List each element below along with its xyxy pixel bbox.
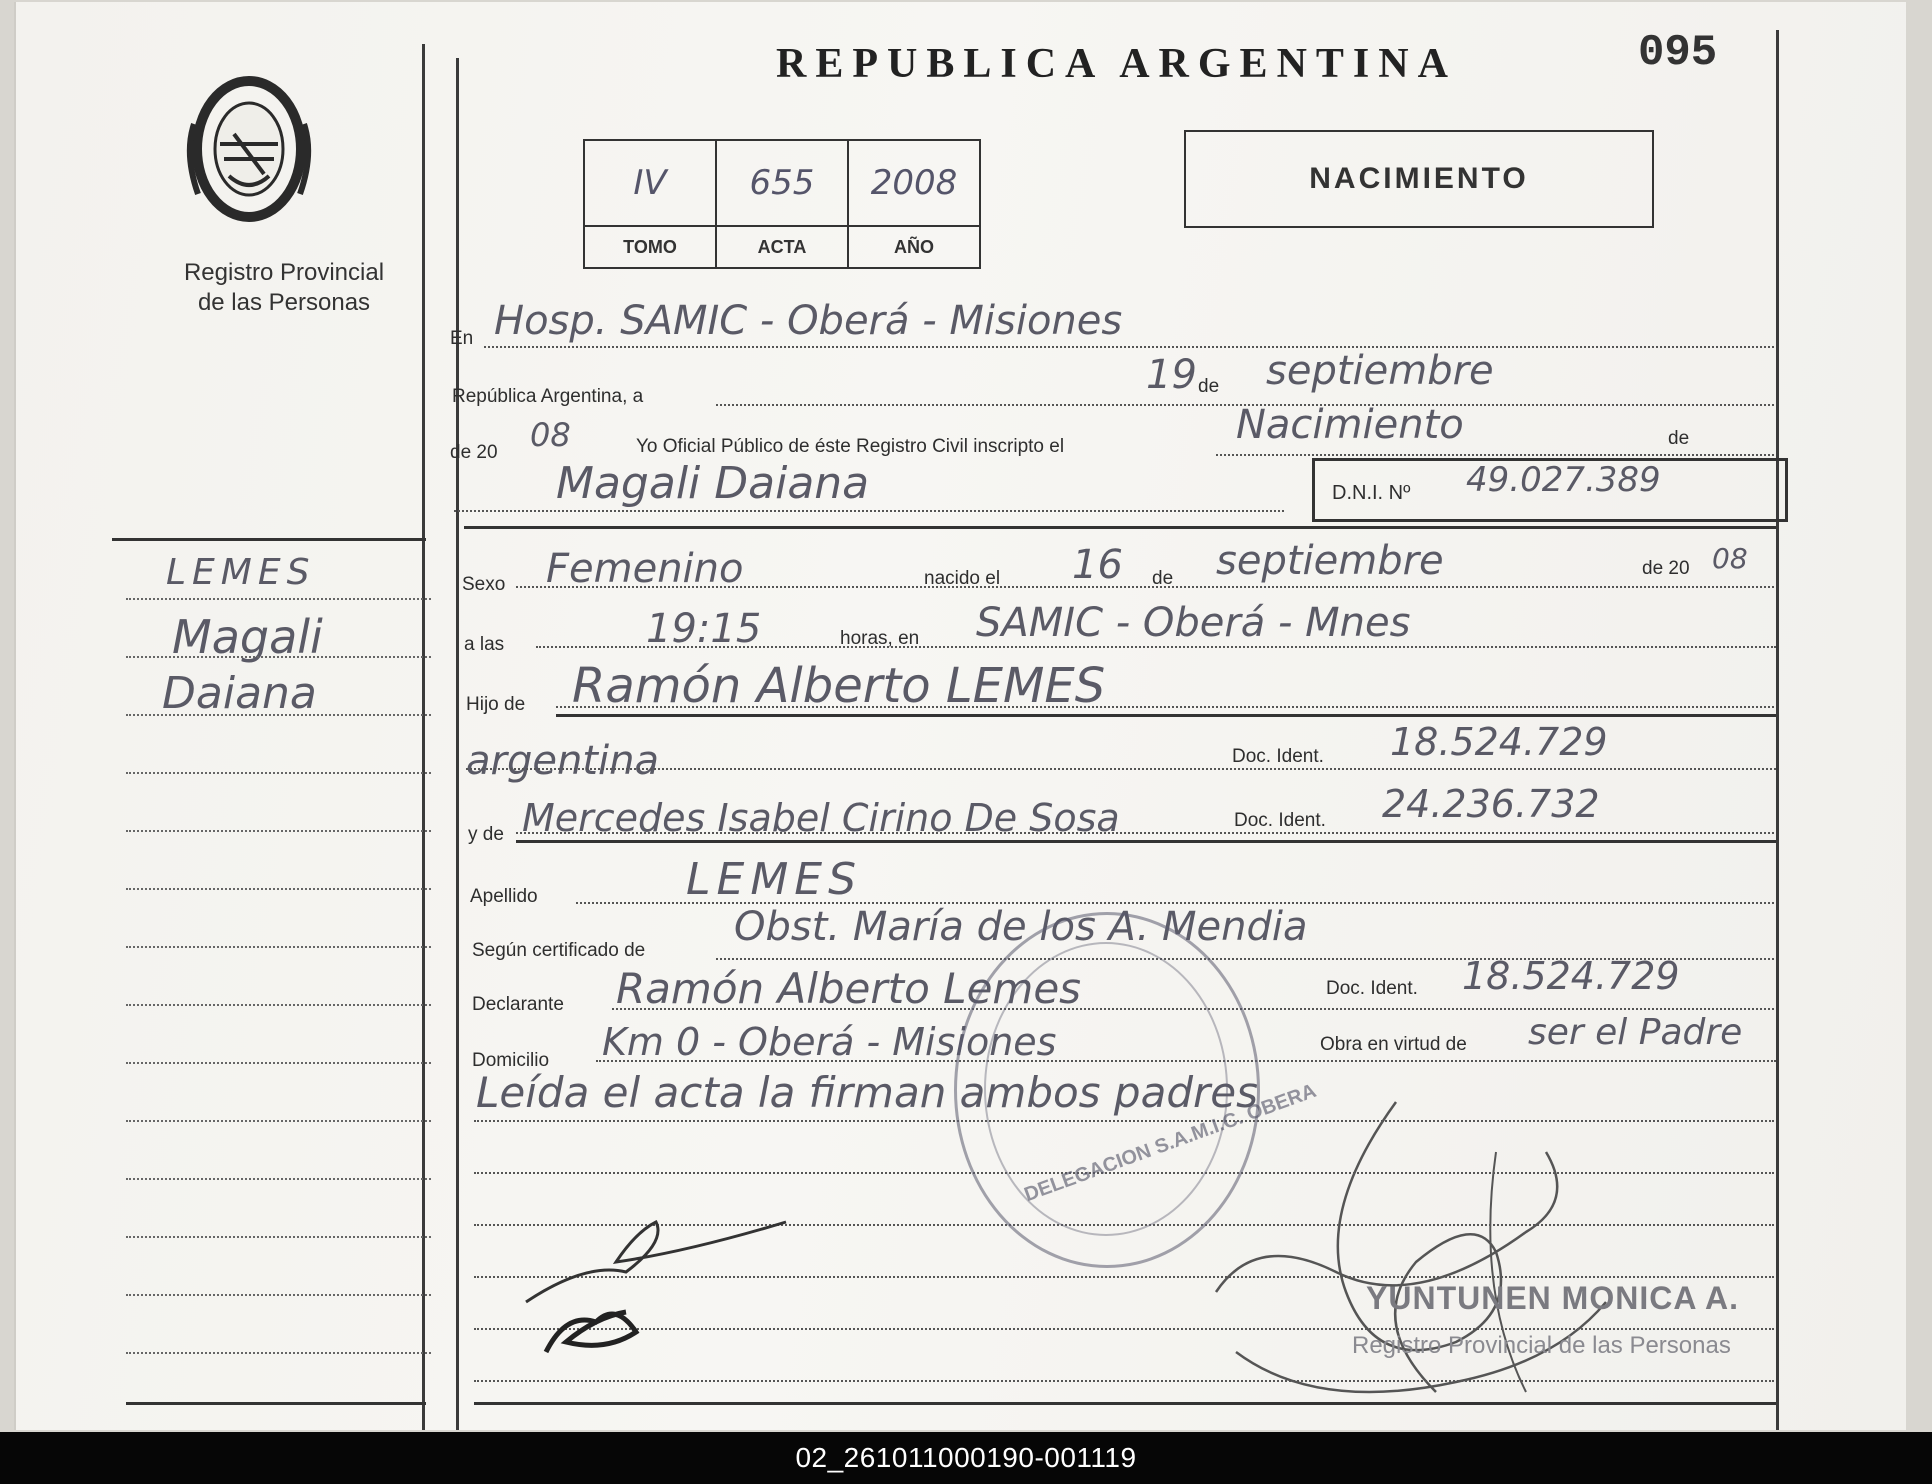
- value-nac-dia: 16: [1072, 542, 1123, 588]
- anio-label: AÑO: [848, 226, 980, 268]
- label-de20-nac: de 20: [1642, 558, 1690, 579]
- label-de20: de 20: [450, 442, 498, 463]
- left-column-top-rule: [112, 538, 426, 541]
- scan-footer: [0, 1432, 1932, 1484]
- official-name: YUNTUNEN MONICA A.: [1366, 1280, 1739, 1316]
- rule-hora: [536, 646, 1776, 648]
- value-dia: 19: [1146, 352, 1197, 398]
- left-rule: [126, 1178, 431, 1180]
- value-lugar: Hosp. SAMIC - Oberá - Misiones: [494, 298, 1123, 344]
- inner-margin-line: [456, 58, 459, 1430]
- value-nombres: Magali Daiana: [556, 458, 870, 509]
- official-stamp-inner: [984, 942, 1228, 1236]
- value-declarante: Ramón Alberto Lemes: [616, 964, 1082, 1013]
- registry-organization: [144, 258, 424, 318]
- org-line1: Registro Provincial: [183, 259, 385, 286]
- label-dni: D.N.I. Nº: [1332, 482, 1411, 504]
- value-certificado: Obst. María de los A. Mendia: [734, 904, 1308, 950]
- left-rule: [126, 656, 431, 658]
- label-declarante: Declarante: [472, 994, 564, 1015]
- rule-madre-solid: [516, 840, 1776, 843]
- label-y-de: y de: [468, 824, 504, 845]
- label-hijo: Hijo de: [466, 694, 526, 715]
- rule-section-1: [464, 526, 1776, 529]
- left-rule: [126, 714, 431, 716]
- value-inscripto: Nacimiento: [1236, 402, 1464, 448]
- tomo-label: TOMO: [584, 226, 716, 268]
- value-anio-suffix: 08: [530, 416, 571, 454]
- label-apellido: Apellido: [470, 886, 538, 907]
- label-republica: República Argentina, a: [452, 386, 644, 407]
- stamp-text: DELEGACION S.A.M.I.C. OBERA: [1021, 1079, 1320, 1207]
- value-doc-madre: 24.236.732: [1382, 782, 1600, 826]
- label-doc-declarante: Doc. Ident.: [1326, 978, 1418, 999]
- value-doc-padre: 18.524.729: [1390, 720, 1608, 764]
- rule-sexo: [516, 586, 1774, 588]
- rule-padre-solid: [556, 714, 1776, 717]
- left-rule: [126, 1352, 431, 1354]
- label-segun: Según certificado de: [472, 940, 646, 961]
- rule-lugar: [484, 346, 1774, 348]
- tomo-value: IV: [584, 140, 716, 226]
- left-rule: [126, 1236, 431, 1238]
- value-dni: 49.027.389: [1466, 460, 1661, 500]
- left-rule: [126, 830, 431, 832]
- left-column-bottom-rule: [126, 1402, 426, 1405]
- official-signature: [1196, 1092, 1626, 1422]
- rule-madre: [516, 832, 1774, 834]
- left-rule: [126, 1120, 431, 1122]
- provincial-emblem: [184, 64, 314, 234]
- value-hora: 19:15: [646, 606, 762, 652]
- value-nac-mes: septiembre: [1216, 538, 1444, 584]
- left-rule: [126, 1294, 431, 1296]
- value-lugar-nac: SAMIC - Oberá - Mnes: [976, 600, 1411, 646]
- value-padre: Ramón Alberto LEMES: [572, 658, 1106, 714]
- record-type-box: NACIMIENTO: [1184, 130, 1654, 228]
- parents-signatures: [506, 1202, 806, 1362]
- birth-certificate-page: [14, 2, 1906, 1430]
- official-organization: Registro Provincial de las Personas: [1352, 1332, 1731, 1359]
- left-column-divider: [422, 44, 425, 1430]
- rule-inscripto: [1216, 454, 1774, 456]
- label-nacido: nacido el: [924, 568, 1001, 589]
- value-doc-declarante: 18.524.729: [1462, 954, 1680, 998]
- value-madre: Mercedes Isabel Cirino De Sosa: [522, 796, 1120, 840]
- left-rule: [126, 598, 431, 600]
- rule-nombres: [454, 510, 1284, 512]
- left-rule: [126, 946, 431, 948]
- label-de: de: [1198, 376, 1220, 397]
- label-en: En: [450, 328, 474, 349]
- document-title: REPUBLICA ARGENTINA: [776, 41, 1457, 87]
- rule-padre: [556, 706, 1774, 708]
- document-code: 02_261011000190-001119: [795, 1442, 1137, 1473]
- left-rule: [126, 888, 431, 890]
- margin-name1: Magali: [172, 610, 323, 664]
- rule-doc-padre: [466, 768, 1776, 770]
- anio-value: 2008: [848, 140, 980, 226]
- value-nota: Leída el acta la firman ambos padres: [476, 1068, 1258, 1117]
- label-doc-padre: Doc. Ident.: [1232, 746, 1324, 767]
- label-doc-madre: Doc. Ident.: [1234, 810, 1326, 831]
- label-sexo: Sexo: [462, 574, 506, 595]
- value-nacionalidad: argentina: [466, 738, 659, 784]
- margin-name2: Daiana: [162, 668, 317, 719]
- value-mes: septiembre: [1266, 348, 1494, 394]
- label-de-end: de: [1668, 428, 1690, 449]
- value-domicilio: Km 0 - Oberá - Misiones: [602, 1020, 1057, 1064]
- label-horas: horas, en: [840, 628, 920, 649]
- register-table: [583, 139, 981, 269]
- acta-label: ACTA: [716, 226, 848, 268]
- acta-value: 655: [716, 140, 848, 226]
- left-rule: [126, 1004, 431, 1006]
- label-obra: Obra en virtud de: [1320, 1034, 1467, 1055]
- value-apellido: LEMES: [686, 854, 863, 905]
- value-obra: ser el Padre: [1528, 1012, 1743, 1053]
- label-alas: a las: [464, 634, 505, 655]
- org-line2: de las Personas: [197, 289, 371, 316]
- margin-surname: LEMES: [166, 552, 316, 593]
- left-rule: [126, 772, 431, 774]
- label-oficial: Yo Oficial Público de éste Registro Civil inscripto el: [636, 436, 1065, 457]
- right-frame-line: [1776, 30, 1779, 1430]
- label-domicilio: Domicilio: [472, 1050, 550, 1071]
- left-rule: [126, 1062, 431, 1064]
- serial-number: 095: [1638, 28, 1718, 78]
- value-sexo: Femenino: [546, 546, 744, 592]
- value-nac-anio: 08: [1712, 542, 1748, 575]
- label-de-nac: de: [1152, 568, 1174, 589]
